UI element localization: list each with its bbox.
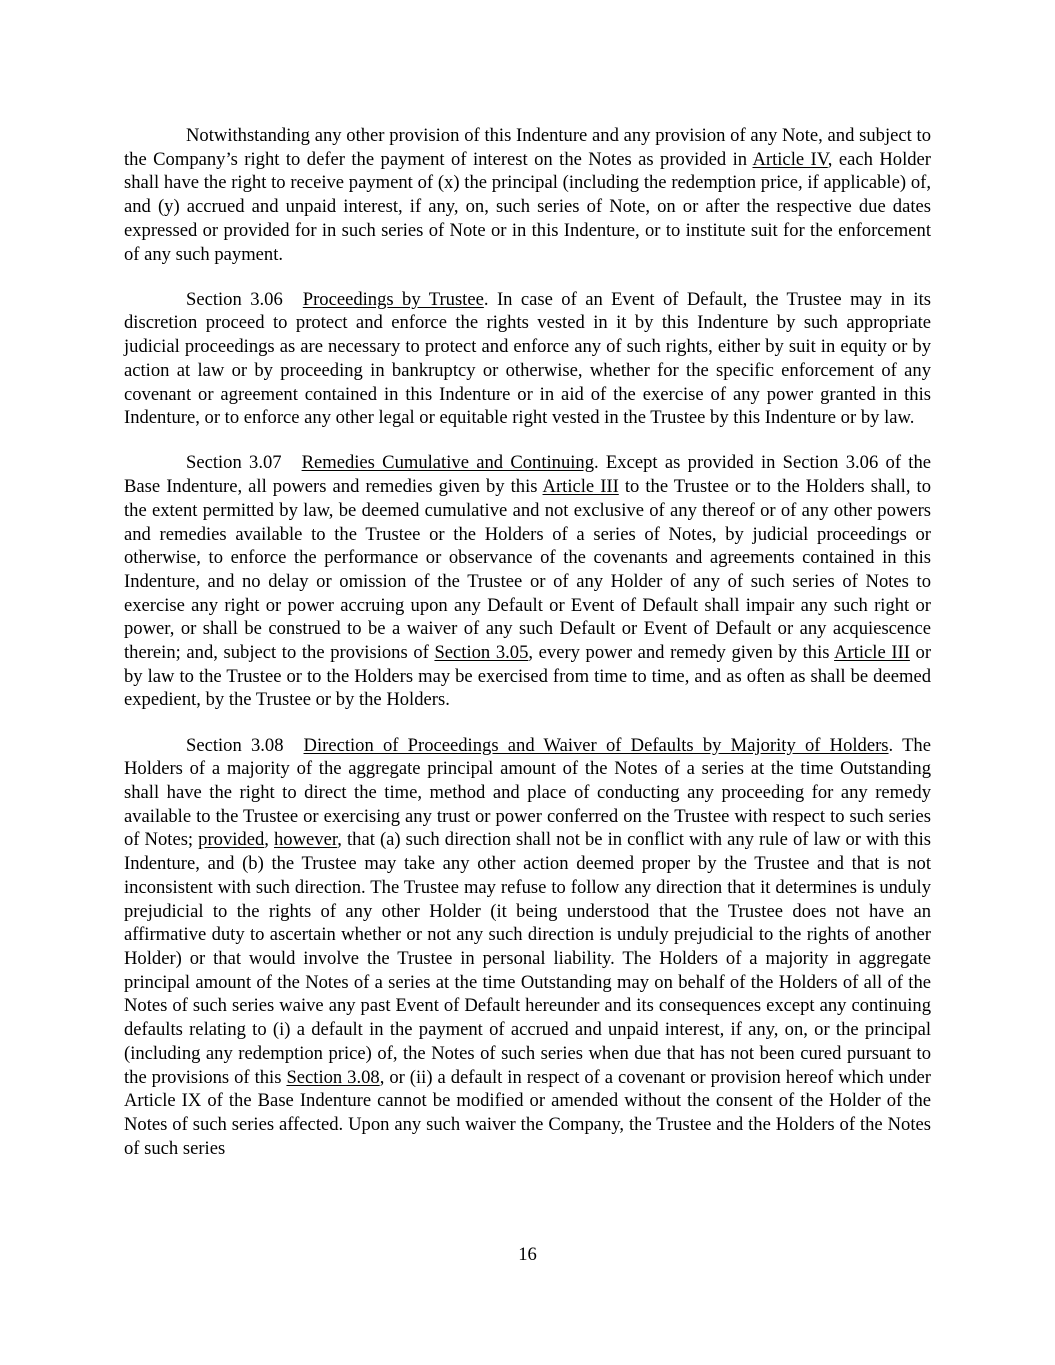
section-3-08-text-2: , that (a) such direction shall not be in conflict with any rule of law or with this Indenture, and (b) the Trustee may take any other action deemed proper by the Trustee and that is not inconsistent with such direction. The Trustee may refuse to follow any direction that it determines is unduly prejudicial to the rights of any other Holder (it being understood that the Trustee does not have an affirmative duty to ascertain whether or not any such direction is unduly prejudicial to the rights of another Holder) or that would involve the Trustee in personal liability. The Holders of a majority in aggregate principal amount of the Notes of a series at the time Outstanding may on behalf of the Holders of all of the Notes of such series waive any past Event of Default hereunder and its consequences except any continuing defaults relating to (i) a default in the payment of accrued and unpaid interest, if any, on, or the principal (including any redemption price) of, the Notes of such series when due that has not been cured pursuant to the provisions of this xyxy=(124,829,931,1088)
however-term: however xyxy=(274,829,338,851)
section-3-08-number: Section 3.08 xyxy=(186,734,284,756)
page-number: 16 xyxy=(518,1244,537,1265)
section-3-07-text-1: . Except as provided in Section 3.06 of the Base Indenture, all powers and remedies given by this xyxy=(124,452,931,498)
section-3-07-text-3: , every power and remedy given by this xyxy=(528,642,835,664)
section-3-07-text-2: to the Trustee or to the Holders shall, to the extent permitted by law, be deemed cumulative and not exclusive of any thereof or of any other powers and remedies available to the Trustee or the Holders of a series of Notes, by judicial proceedings or otherwise, to enforce the performance or observance of the covenants and agreements contained in this Indenture, and no delay or omission of the Trustee or of any Holder of any of such series of Notes to exercise any right or power accruing upon any Default or Event of Default shall impair any such right or power, or shall be construed to be a waiver of any such Default or Event of Default or any acquiescence therein; and, subject to the provisions of xyxy=(124,476,932,664)
section-3-08-reference: Section 3.08 xyxy=(286,1066,380,1088)
p1-text-2: , each Holder shall have the right to receive payment of (x) the principal (including the redemption price, if applicable) of, and (y) accrued and unpaid interest, if any, on, such series of Note, on or after the respective due dates expressed or provided for in such series of Note or in this Indenture, or to institute suit for the enforcement of any such payment. xyxy=(124,148,931,265)
paragraph-holder-rights xyxy=(124,124,931,266)
section-3-07 xyxy=(124,451,931,712)
provided-term: provided xyxy=(198,829,265,851)
section-3-07-number: Section 3.07 xyxy=(186,452,282,474)
section-3-05-reference: Section 3.05 xyxy=(434,642,529,664)
document-page xyxy=(124,124,931,1182)
section-3-08-heading: Direction of Proceedings and Waiver of Defaults by Majority of Holders xyxy=(303,734,889,756)
article-iv-reference: Article IV xyxy=(752,148,828,170)
section-3-06 xyxy=(124,288,931,430)
section-3-06-heading: Proceedings by Trustee xyxy=(302,288,484,310)
section-3-08-text-1: . The Holders of a majority of the aggregate principal amount of the Notes of a series at the time Outstanding shall have the right to direct the time, method and place of conducting any proceeding for any remedy available to the Trustee or exercising any trust or power conferred on the Trustee with respect to such series of Notes; xyxy=(124,734,931,851)
section-3-08 xyxy=(124,734,931,1161)
section-3-06-text: . In case of an Event of Default, the Trustee may in its discretion proceed to protect and enforce the rights vested in it by this Indenture by such appropriate judicial proceedings as are necessary to protect and enforce any of such rights, either by suit in equity or by action at law or by proceeding in bankruptcy or otherwise, whether for the specific enforcement of any covenant or agreement contained in this Indenture or in aid of the exercise of any power granted in this Indenture, or to enforce any other legal or equitable right vested in the Trustee by this Indenture or by law. xyxy=(124,288,931,429)
article-iii-reference-2: Article III xyxy=(834,642,910,664)
section-3-07-heading: Remedies Cumulative and Continuing xyxy=(301,452,595,474)
article-iii-reference: Article III xyxy=(542,476,619,498)
p1-text-1: Notwithstanding any other provision of this Indenture and any provision of any Note, and subject to the Company’s right to defer the payment of interest on the Notes as provided in xyxy=(124,125,931,170)
section-3-07-text-4: or by law to the Trustee or to the Holders may be exercised from time to time, and as often as shall be deemed expedient, by the Trustee or by the Holders. xyxy=(124,642,932,711)
section-3-08-text-3: , or (ii) a default in respect of a covenant or provision hereof which under Article IX of the Base Indenture cannot be modified or amended without the consent of the Holder of the Notes of such series affected. Upon any such waiver the Company, the Trustee and the Holders of the Notes of such series xyxy=(124,1066,931,1159)
section-3-06-number: Section 3.06 xyxy=(186,288,283,310)
section-3-08-comma: , xyxy=(264,829,274,851)
